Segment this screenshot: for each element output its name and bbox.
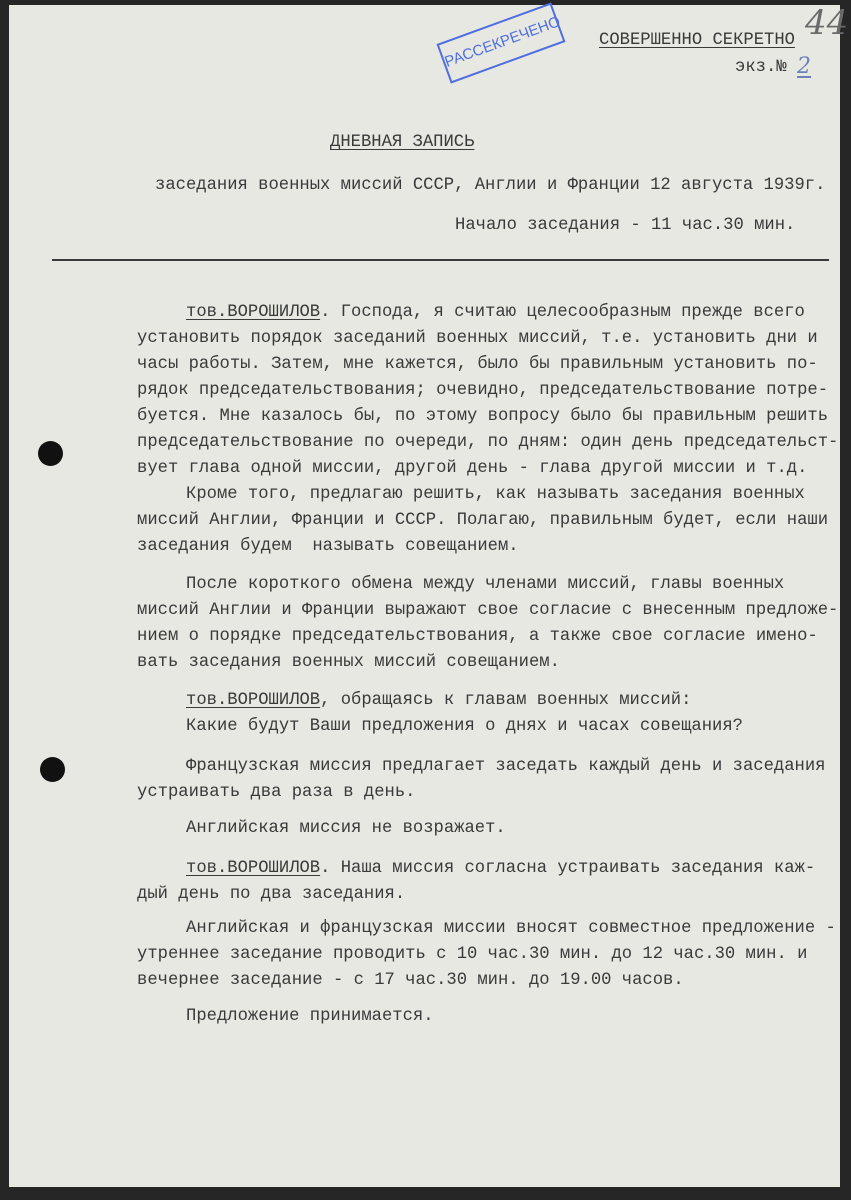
text-line: тов.ВОРОШИЛОВ, обращаясь к главам военных миссий: xyxy=(186,691,692,710)
speaker-name: тов.ВОРОШИЛОВ xyxy=(186,859,321,878)
speaker-name: тов.ВОРОШИЛОВ xyxy=(186,303,321,322)
text-line: нием о порядке председательствования, а также свое согласие имено- xyxy=(137,627,818,646)
text-line: Какие будут Ваши предложения о днях и часах совещания? xyxy=(186,717,743,736)
text-line: Английская и французская миссии вносят совместное предложение - xyxy=(186,919,836,938)
declassified-stamp: РАССЕКРЕЧЕНО xyxy=(436,2,565,83)
document-title: ДНЕВНАЯ ЗАПИСЬ xyxy=(330,133,475,152)
speaker-name: тов.ВОРОШИЛОВ xyxy=(186,691,321,710)
text-line: Предложение принимается. xyxy=(186,1007,434,1026)
text-line: Английская миссия не возражает. xyxy=(186,819,506,838)
document-subtitle: заседания военных миссий СССР, Англии и Франции 12 августа 1939г. xyxy=(155,176,826,195)
divider xyxy=(52,259,829,261)
handwritten-page-number: 44 xyxy=(805,3,849,43)
start-time: Начало заседания - 11 час.30 мин. xyxy=(455,216,796,235)
text-line: вует глава одной миссии, другой день - глава другой миссии и т.д. xyxy=(137,459,808,478)
text-line: установить порядок заседаний военных миссий, т.е. установить дни и xyxy=(137,329,818,348)
text-line: После короткого обмена между членами миссий, главы военных xyxy=(186,575,785,594)
text-line: тов.ВОРОШИЛОВ. Наша миссия согласна устраивать заседания каж- xyxy=(186,859,816,878)
text-line: вать заседания военных миссий совещанием. xyxy=(137,653,560,672)
text-line: миссий Англии, Франции и СССР. Полагаю, правильным будет, если наши xyxy=(137,511,829,530)
text-line: заседания будем называть совещанием. xyxy=(137,537,519,556)
text-line: тов.ВОРОШИЛОВ. Господа, я считаю целесообразным прежде всего xyxy=(186,303,805,322)
text-line: буется. Мне казалось бы, по этому вопросу было бы правильным решить xyxy=(137,407,829,426)
text-line: часы работы. Затем, мне кажется, было бы правильным установить по- xyxy=(137,355,818,374)
classification-mark: СОВЕРШЕННО СЕКРЕТНО xyxy=(599,31,795,50)
text-line: дый день по два заседания. xyxy=(137,885,406,904)
text-line: устраивать два раза в день. xyxy=(137,783,416,802)
punch-hole xyxy=(40,757,65,782)
text-line: председательствование по очереди, по дням: один день председательст- xyxy=(137,433,839,452)
text-line: Кроме того, предлагаю решить, как называть заседания военных xyxy=(186,485,805,504)
text-line: утреннее заседание проводить с 10 час.30 мин. до 12 час.30 мин. и xyxy=(137,945,808,964)
text-line: Французская миссия предлагает заседать каждый день и заседания xyxy=(186,757,826,776)
copy-number: 2 xyxy=(797,54,811,79)
copy-label: экз.№ xyxy=(735,58,787,77)
text-line: рядок председательствования; очевидно, председательствование потре- xyxy=(137,381,829,400)
text-line: вечернее заседание - с 17 час.30 мин. до 19.00 часов. xyxy=(137,971,684,990)
text-line: миссий Англии и Франции выражают свое согласие с внесенным предложе- xyxy=(137,601,839,620)
punch-hole xyxy=(38,441,63,466)
